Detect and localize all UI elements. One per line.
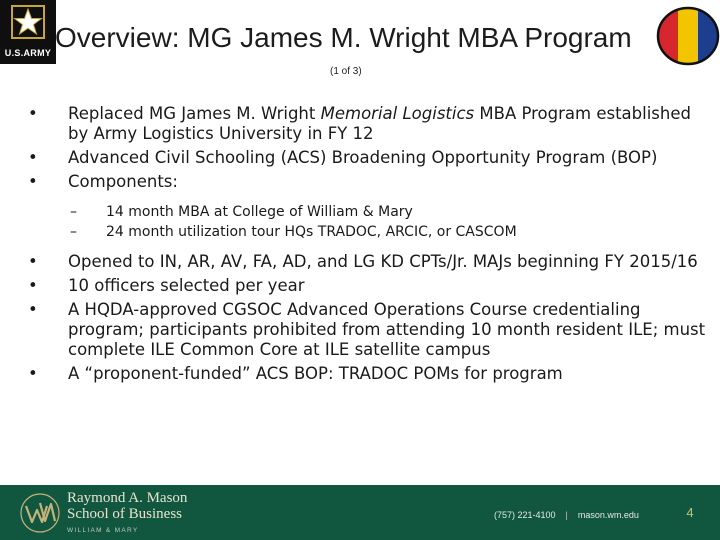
wm-crest-icon: [18, 491, 62, 535]
components-list: [28, 202, 708, 242]
army-logo: [0, 0, 56, 64]
sub-bullet-item: [28, 202, 708, 222]
bullet-symbol: •: [28, 300, 38, 319]
bullet-text: Replaced MG James M. Wright Memorial Logistics MBA Program established by Army Logistics University in FY 12: [68, 104, 691, 143]
bullet-text: 10 officers selected per year: [68, 276, 305, 295]
bullet-symbol: •: [28, 364, 38, 383]
bullet-item: [28, 148, 708, 168]
bullet-symbol: •: [28, 172, 38, 191]
sub-bullet-text: 24 month utilization tour HQs TRADOC, ARCIC, or CASCOM: [106, 224, 517, 240]
school-subtitle: WILLIAM & MARY: [67, 527, 139, 534]
bullet-symbol: •: [28, 104, 38, 123]
slide-subtitle: (1 of 3): [330, 66, 362, 77]
bullet-symbol: •: [28, 276, 38, 295]
bullet-item: [28, 300, 708, 360]
sub-bullet-text: 14 month MBA at College of William & Mary: [106, 204, 413, 220]
school-name-line2: School of Business: [67, 506, 183, 522]
footer-bar: [0, 485, 720, 540]
bullet-item: [28, 252, 708, 272]
army-star-icon: [10, 4, 46, 40]
bullet-item: [28, 276, 708, 296]
emphasized-text: Memorial Logistics: [320, 104, 475, 123]
bullet-symbol: •: [28, 252, 38, 271]
bullet-text: A HQDA-approved CGSOC Advanced Operations Course credentialing program; participants prohibited from attending 10 month resident ILE; must complete ILE Common Core at ILE satellite campus: [68, 300, 706, 359]
bullet-text: Components:: [68, 172, 178, 191]
bullet-item: [28, 104, 708, 144]
bullet-symbol: •: [28, 148, 38, 167]
tradoc-patch-icon: [652, 6, 720, 66]
contact-info: [494, 510, 639, 520]
bullet-item: [28, 364, 708, 384]
bullet-text: Advanced Civil Schooling (ACS) Broadening Opportunity Program (BOP): [68, 148, 658, 167]
contact-separator: |: [565, 510, 568, 520]
website-link[interactable]: mason.wm.edu: [577, 510, 639, 520]
bullet-item: [28, 172, 708, 192]
page-number: 4: [686, 505, 694, 520]
slide-content: [28, 104, 708, 388]
bullet-text: Opened to IN, AR, AV, FA, AD, and LG KD CPTs/Jr. MAJs beginning FY 2015/16: [68, 252, 698, 271]
army-logo-text: U.S.ARMY: [4, 48, 52, 58]
slide-title: Overview: MG James M. Wright MBA Program: [55, 22, 632, 53]
dash-symbol: –: [70, 204, 77, 220]
school-name-line1: Raymond A. Mason: [67, 490, 188, 506]
school-name: [67, 490, 187, 522]
sub-bullet-item: [28, 222, 708, 242]
phone-number: (757) 221-4100: [494, 510, 556, 520]
dash-symbol: –: [70, 224, 77, 240]
bullet-text: A “proponent-funded” ACS BOP: TRADOC POMs for program: [68, 364, 563, 383]
